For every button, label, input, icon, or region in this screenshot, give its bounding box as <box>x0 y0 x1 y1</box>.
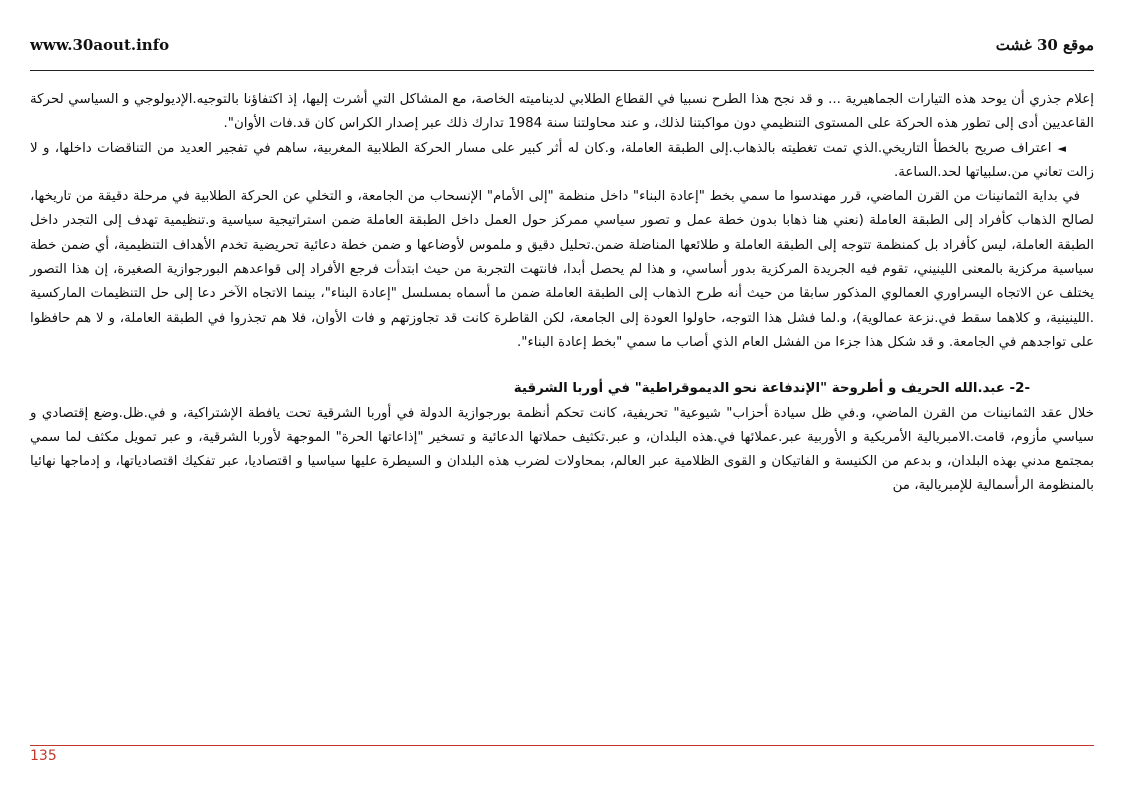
paragraph-2 <box>30 137 1094 186</box>
site-name: موقع 30 غشت <box>995 36 1094 54</box>
footer-rule <box>30 745 1094 746</box>
paragraph-3: في بداية الثمانينات من القرن الماضي، قرر مهندسوا ما سمي بخط "إعادة البناء" داخل منظمة "إلى الأمام" الإنسحاب من الجامعة، و التخلي عن الحركة الطلابية في مرحلة دقيقة من تاريخها، لصالح الذهاب كأفراد إلى الطبقة العاملة (نعني هنا ذهابا بدون خطة عمل و تصور سياسي ممركز حول العمل داخل الطبقة العاملة ضمن استراتيجية سياسية و.تنظيمية تهدف إلى التجدر داخل الطبقة العاملة، ليس كأفراد بل كمنظمة تتوجه إلى الطبقة العاملة و طلائعها المناضلة ضمن.تحليل دقيق و ملموس لأوضاعها و ضمن خطة دعائية تحريضية تخدم الأهداف التنظيمية، أي ضمن خطة سياسية مركزية بالمعنى اللينيني، تقوم فيه الجريدة المركزية بدور أساسي، و هذا لم يحصل أبدا، فانتهت التجربة من حيث ابتدأت فرجع الأفراد إلى قواعدهم البورجوازية الصغيرة، إن هذا التصور يختلف عن الاتجاه اليسراوري العمالوي المذكور سابقا من حيث أنه طرح الذهاب إلى الطبقة العاملة ضمن ما أسماه بمسلسل "إعادة البناء"، بينما الاتجاه الآخر دعا إلى حل التنظيمات الماركسية .اللينينية، و كلاهما سقط في.نزعة عمالوية)، و.لما فشل هذا التوجه، حاولوا العودة إلى الجامعة، لكن القاطرة كانت قد تجاوزتهم و فات الأوان، فلا هم تجذروا في الطبقة العاملة، و لا هم حافظوا على تواجدهم في الجامعة. و قد شكل هذا جزءا من الفشل العام الذي أصاب ما سمي "بخط إعادة البناء". <box>30 189 1094 350</box>
arrow-pointer-icon: ◄ <box>1057 141 1066 155</box>
section-gap <box>30 355 1094 377</box>
header-rule <box>30 70 1094 71</box>
section-heading: -2- عبد.الله الحريف و أطروحة "الإندفاعة نحو الديموقراطية" في أوربا الشرقية <box>513 381 1030 397</box>
paragraph-1: إعلام جذري أن يوحد هذه التيارات الجماهيرية ... و قد نجح هذا الطرح نسبيا في القطاع الطلابي لديناميته الخاصة، مع المشاكل التي أشرت إليها، إذ اكتفاؤنا بالتوجيه.الإديولوجي و السياسي لحركة القاعديين أدى إلى تطور هذه الحركة على المستوى التنظيمي دون مواكبتنا لذلك، و عند محاولتنا سنة 1984 تدارك ذلك عبر إصدار الكراس كان قد.فات الأوان". <box>30 92 1094 132</box>
site-url[interactable]: www.30aout.info <box>30 36 170 54</box>
paragraph-2-text: اعتراف صريح بالخطأ التاريخي.الذي تمت تغطيته بالذهاب.إلى الطبقة العاملة، و.كان له أثر كبير على مسار الحركة الطلابية المغربية، ساهم في تفجير العديد من التناقضات داخلها، و لا زالت تعاني من.سلبياتها لحد.الساعة. <box>30 140 1094 180</box>
document-body <box>30 88 1094 499</box>
page-number: 135 <box>30 748 57 764</box>
paragraph-4: خلال عقد الثمانينات من القرن الماضي، و.في ظل سيادة أحزاب" شيوعية" تحريفية، كانت تحكم أنظمة بورجوازية الدولة في أوربا الشرقية تحت يافطة الإشتراكية، و في.ظل.وضع إقتصادي و سياسي مأزوم، قامت.الامبريالية الأمريكية و الأوربية عبر.عملائها في.هذه البلدان، و عبر.تكثيف حملاتها الدعائية و تسخير "إذاعاتها الحرة" الموجهة لأوربا الشرقية، و عبر تمويل مكثف لما سمي بمجتمع مدني بهذه البلدان، و بدعم من الكنيسة و الفاتيكان و القوى الظلامية عبر العالم، بمحاولات لضرب هذه البلدان و السيطرة عليها سياسيا و اقتصاديا، عبر تفكيك اقتصادياتها، و إدماجها نهائيا بالمنظومة الرأسمالية للإمبريالية، من <box>30 405 1094 494</box>
